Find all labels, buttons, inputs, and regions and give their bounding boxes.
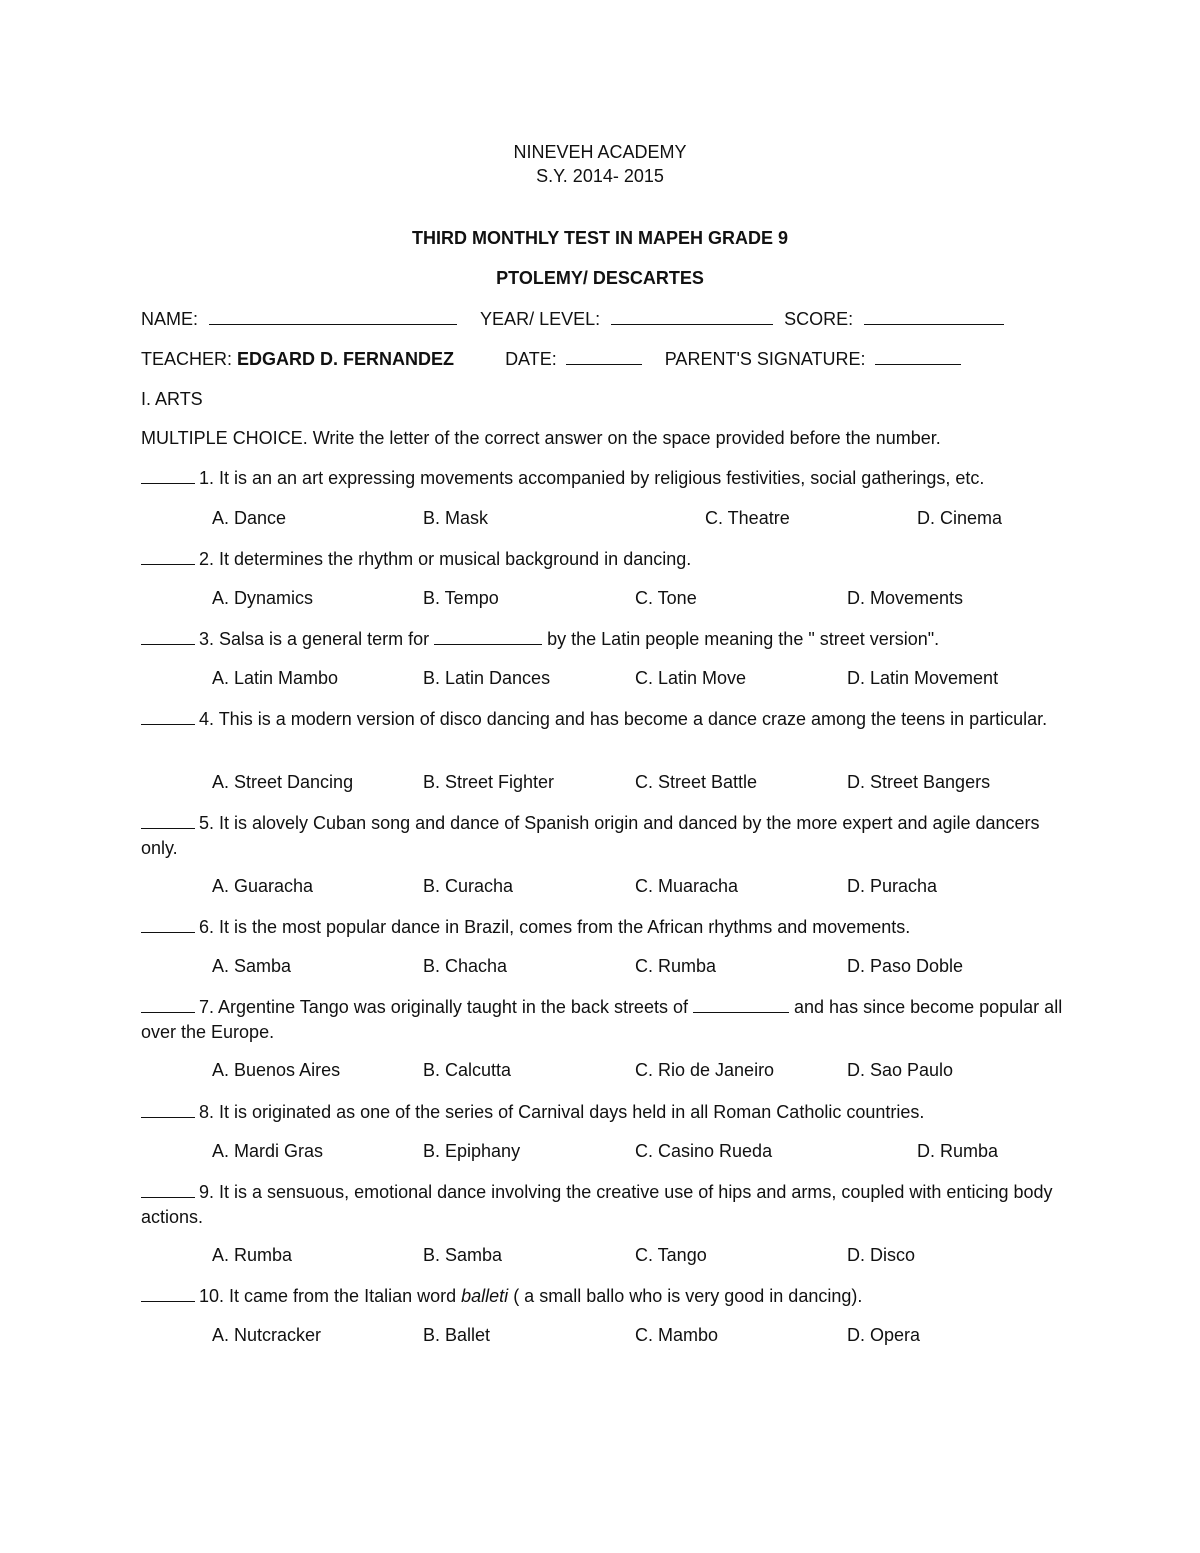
question-4: [141, 707, 1081, 732]
option-a: A. Rumba: [212, 1245, 293, 1265]
part-title: I. ARTS: [141, 389, 203, 409]
option-c: C. Casino Rueda: [635, 1141, 773, 1161]
question-7: [141, 995, 1081, 1045]
test-title: THIRD MONTHLY TEST IN MAPEH GRADE 9: [411, 228, 789, 248]
question-stem-italic-word: balleti: [461, 1286, 509, 1306]
answer-blank[interactable]: [141, 710, 195, 725]
option-d: D. Paso Doble: [847, 956, 964, 976]
option-a: A. Guaracha: [212, 876, 314, 896]
answer-blank[interactable]: [141, 1183, 195, 1198]
answer-blank[interactable]: [141, 998, 195, 1013]
option-a: A. Buenos Aires: [212, 1060, 341, 1080]
option-c: C. Street Battle: [635, 772, 758, 792]
question-stem: 2. It determines the rhythm or musical background in dancing.: [199, 549, 692, 569]
instruction-text: . Write the letter of the correct answer on the space provided before the number.: [302, 428, 941, 448]
year-level-label: YEAR/ LEVEL:: [480, 309, 601, 329]
score-blank[interactable]: [864, 308, 1004, 325]
question-6: [141, 915, 1081, 940]
section-names: PTOLEMY/ DESCARTES: [496, 268, 704, 288]
option-d: D. Rumba: [917, 1141, 999, 1161]
question-stem: 8. It is originated as one of the series of Carnival days held in all Roman Catholic countries.: [199, 1102, 925, 1122]
option-b: B. Latin Dances: [423, 668, 551, 688]
option-d: D. Disco: [847, 1245, 916, 1265]
answer-blank[interactable]: [141, 550, 195, 565]
parent-signature-blank[interactable]: [875, 348, 961, 365]
option-b: B. Mask: [423, 508, 489, 528]
answer-blank[interactable]: [141, 918, 195, 933]
question-5: [141, 811, 1081, 861]
answer-blank[interactable]: [141, 814, 195, 829]
date-blank[interactable]: [566, 348, 642, 365]
option-b: B. Tempo: [423, 588, 499, 608]
score-label: SCORE:: [784, 309, 854, 329]
option-a: A. Street Dancing: [212, 772, 354, 792]
option-a: A. Mardi Gras: [212, 1141, 324, 1161]
question-stem-b: ( a small ballo who is very good in dancing).: [513, 1286, 863, 1306]
option-b: B. Calcutta: [423, 1060, 512, 1080]
option-b: B. Epiphany: [423, 1141, 521, 1161]
option-d: D. Movements: [847, 588, 964, 608]
school-year: S.Y. 2014- 2015: [536, 166, 664, 186]
option-b: B. Curacha: [423, 876, 514, 896]
option-d: D. Puracha: [847, 876, 938, 896]
answer-blank[interactable]: [141, 1287, 195, 1302]
question-stem-a: 7. Argentine Tango was originally taught in the back streets of: [199, 997, 688, 1017]
date-label: DATE:: [505, 349, 557, 369]
option-a: A. Latin Mambo: [212, 668, 339, 688]
option-c: C. Tone: [635, 588, 697, 608]
question-stem-b: by the Latin people meaning the " street version".: [547, 629, 940, 649]
question-stem: 6. It is the most popular dance in Brazil, comes from the African rhythms and movements.: [199, 917, 911, 937]
option-a: A. Dynamics: [212, 588, 314, 608]
question-9: [141, 1180, 1081, 1230]
option-d: D. Street Bangers: [847, 772, 991, 792]
question-stem: 1. It is an an art expressing movements accompanied by religious festivities, social gatherings, etc.: [199, 468, 985, 488]
option-c: C. Rio de Janeiro: [635, 1060, 775, 1080]
question-stem: 9. It is a sensuous, emotional dance involving the creative use of hips and arms, coupled with enticing body actions.: [141, 1182, 1053, 1227]
student-info-row: [141, 308, 1010, 330]
option-a: A. Samba: [212, 956, 292, 976]
fill-in-blank[interactable]: [693, 998, 789, 1013]
question-2: [141, 547, 1081, 572]
teacher-name: EDGARD D. FERNANDEZ: [237, 349, 455, 369]
question-1: [141, 466, 1081, 491]
instruction-type: MULTIPLE CHOICE: [141, 428, 303, 448]
answer-blank[interactable]: [141, 1103, 195, 1118]
question-stem: 5. It is alovely Cuban song and dance of Spanish origin and danced by the more expert and agile dancers only.: [141, 813, 1040, 858]
question-stem-a: 3. Salsa is a general term for: [199, 629, 430, 649]
parent-signature-label: PARENT'S SIGNATURE:: [664, 349, 866, 369]
instructions: [141, 428, 941, 449]
option-b: B. Chacha: [423, 956, 508, 976]
option-b: B. Samba: [423, 1245, 503, 1265]
question-stem-b: and has since become popular all over the Europe.: [141, 997, 1063, 1042]
answer-blank[interactable]: [141, 469, 195, 484]
option-c: C. Latin Move: [635, 668, 747, 688]
teacher-label: TEACHER:: [141, 349, 233, 369]
option-d: D. Sao Paulo: [847, 1060, 954, 1080]
option-d: D. Latin Movement: [847, 668, 999, 688]
teacher-info-row: [141, 348, 967, 370]
option-d: D. Cinema: [917, 508, 1003, 528]
question-8: [141, 1100, 1081, 1125]
name-blank[interactable]: [209, 308, 457, 325]
option-c: C. Theatre: [705, 508, 790, 528]
option-c: C. Rumba: [635, 956, 717, 976]
question-10: [141, 1284, 1081, 1309]
year-level-blank[interactable]: [611, 308, 773, 325]
option-c: C. Tango: [635, 1245, 707, 1265]
option-a: A. Dance: [212, 508, 287, 528]
option-c: C. Mambo: [635, 1325, 719, 1345]
question-stem: 4. This is a modern version of disco dancing and has become a dance craze among the teens in particular.: [199, 709, 1048, 729]
option-b: B. Street Fighter: [423, 772, 555, 792]
option-c: C. Muaracha: [635, 876, 739, 896]
fill-in-blank[interactable]: [434, 630, 542, 645]
school-name: NINEVEH ACADEMY: [513, 142, 687, 162]
option-d: D. Opera: [847, 1325, 921, 1345]
name-label: NAME:: [141, 309, 199, 329]
option-a: A. Nutcracker: [212, 1325, 322, 1345]
answer-blank[interactable]: [141, 630, 195, 645]
question-stem-a: 10. It came from the Italian word: [199, 1286, 457, 1306]
option-b: B. Ballet: [423, 1325, 491, 1345]
question-3: [141, 627, 1081, 652]
